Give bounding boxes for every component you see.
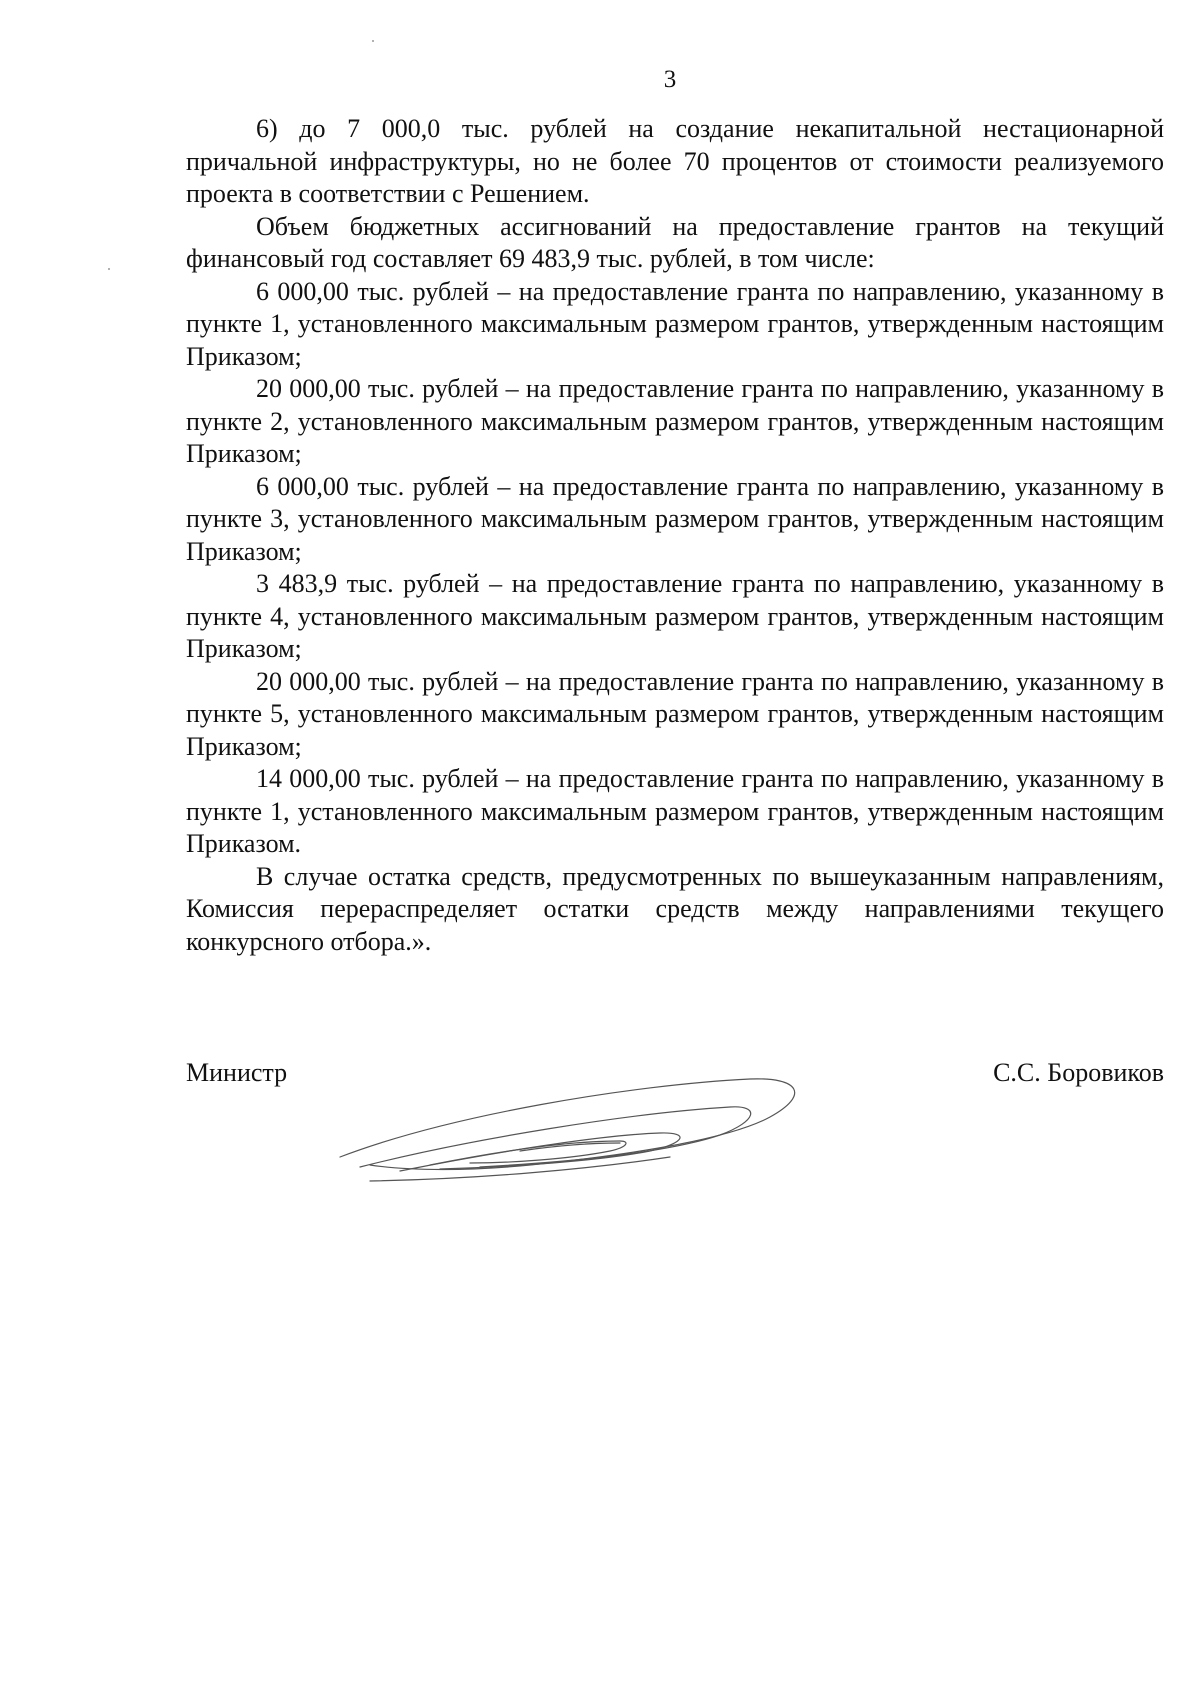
handwritten-signature xyxy=(330,1055,830,1185)
paragraph-budget-total: Объем бюджетных ассигнований на предоставление грантов на текущий финансовый год составляет 69 483,9 тыс. рублей, в том числе: xyxy=(186,211,1164,273)
page-number: 3 xyxy=(663,66,677,93)
signatory-position: Министр xyxy=(186,1058,288,1087)
paragraph-allocation-3: 6 000,00 тыс. рублей – на предоставление гранта по направлению, указанному в пункте 3, установленного максимальным размером грантов, утвержденным настоящим Приказом; xyxy=(186,471,1164,566)
signatory-name: С.С. Боровиков xyxy=(993,1058,1164,1087)
paragraph-redistribution: В случае остатка средств, предусмотренных по вышеуказанным направлениям, Комиссия перераспределяет остатки средств между направлениями текущего конкурсного отбора.». xyxy=(186,861,1164,956)
scan-speck xyxy=(108,268,110,270)
paragraph-allocation-6: 14 000,00 тыс. рублей – на предоставление гранта по направлению, указанному в пункте 1, установленного максимальным размером грантов, утвержденным настоящим Приказом. xyxy=(186,764,1164,858)
paragraph-allocation-1: 6 000,00 тыс. рублей – на предоставление гранта по направлению, указанному в пункте 1, установленного максимальным размером грантов, утвержденным настоящим Приказом; xyxy=(186,276,1164,371)
scan-speck xyxy=(372,40,374,42)
paragraph-allocation-2: 20 000,00 тыс. рублей – на предоставление гранта по направлению, указанному в пункте 2, установленного максимальным размером грантов, утвержденным настоящим Приказом; xyxy=(186,374,1164,468)
paragraph-allocation-4: 3 483,9 тыс. рублей – на предоставление гранта по направлению, указанному в пункте 4, установленного максимальным размером грантов, утвержденным настоящим Приказом; xyxy=(186,569,1164,663)
document-body xyxy=(186,113,1164,958)
paragraph-allocation-5: 20 000,00 тыс. рублей – на предоставление гранта по направлению, указанному в пункте 5, установленного максимальным размером грантов, утвержденным настоящим Приказом; xyxy=(186,666,1164,761)
paragraph-item-6: 6) до 7 000,0 тыс. рублей на создание некапитальной нестационарной причальной инфраструктуры, но не более 70 процентов от стоимости реализуемого проекта в соответствии с Решением. xyxy=(186,114,1164,208)
